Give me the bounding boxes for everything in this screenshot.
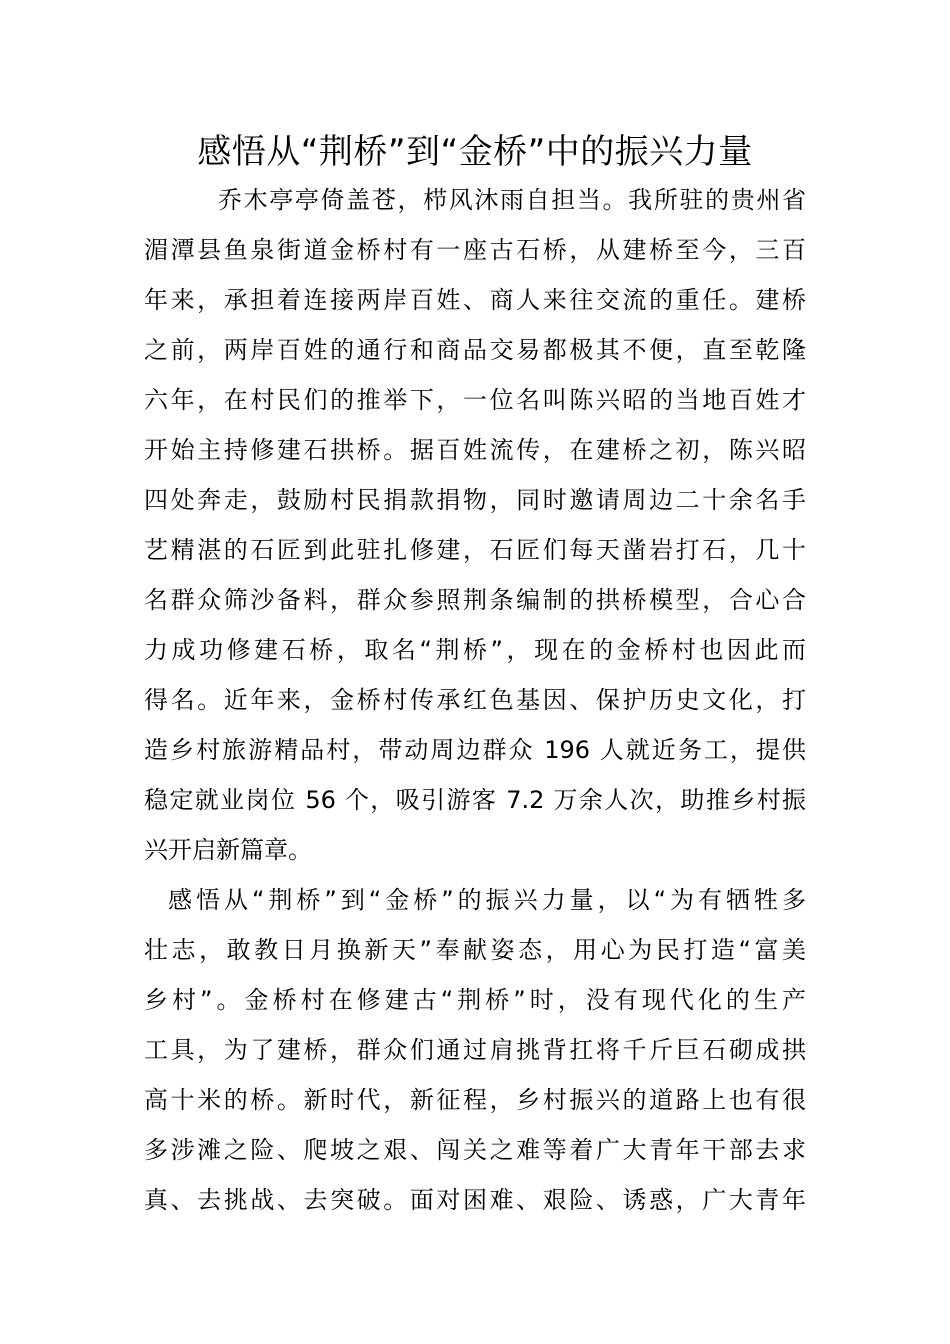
paragraph-2-line: 多涉滩之险、爬坡之艰、闯关之难等着广大青年干部去求 — [144, 1136, 806, 1164]
paragraph-1-line: 得名。近年来，金桥村传承红色基因、保护历史文化，打 — [144, 686, 806, 714]
paragraph-2-line: 高十米的桥。新时代，新征程，乡村振兴的道路上也有很 — [144, 1086, 806, 1114]
paragraph-2-line: 真、去挑战、去突破。面对困难、艰险、诱惑，广大青年 — [144, 1186, 806, 1214]
paragraph-1-line: 湄潭县鱼泉街道金桥村有一座古石桥，从建桥至今，三百 — [144, 236, 806, 264]
document-title: 感悟从“荆桥”到“金桥”中的振兴力量 — [197, 132, 753, 172]
paragraph-2-line: 乡村”。金桥村在修建古“荆桥”时，没有现代化的生产 — [144, 986, 806, 1014]
paragraph-2-line: 工具，为了建桥，群众们通过肩挑背扛将千斤巨石砌成拱 — [144, 1036, 806, 1064]
paragraph-1-line: 六年，在村民们的推举下，一位名叫陈兴昭的当地百姓才 — [144, 386, 806, 414]
paragraph-2-line: 感悟从“荆桥”到“金桥”的振兴力量，以“为有牺牲多 — [168, 886, 806, 914]
paragraph-1-line: 力成功修建石桥，取名“荆桥”，现在的金桥村也因此而 — [144, 636, 806, 664]
paragraph-1-line: 兴开启新篇章。 — [144, 836, 312, 864]
paragraph-1-line: 四处奔走，鼓励村民捐款捐物，同时邀请周边二十余名手 — [144, 486, 806, 514]
paragraph-1-line: 艺精湛的石匠到此驻扎修建，石匠们每天凿岩打石，几十 — [144, 536, 806, 564]
paragraph-1-line: 造乡村旅游精品村，带动周边群众 196 人就近务工，提供 — [144, 736, 806, 764]
paragraph-1-line: 之前，两岸百姓的通行和商品交易都极其不便，直至乾隆 — [144, 336, 806, 364]
paragraph-1-line: 名群众筛沙备料，群众参照荆条编制的拱桥模型，合心合 — [144, 586, 806, 614]
paragraph-1-line: 乔木亭亭倚盖苍，栉风沐雨自担当。我所驻的贵州省 — [218, 186, 806, 214]
paragraph-1-line: 稳定就业岗位 56 个，吸引游客 7.2 万余人次，助推乡村振 — [144, 786, 806, 814]
paragraph-1-line: 年来，承担着连接两岸百姓、商人来往交流的重任。建桥 — [144, 286, 806, 314]
paragraph-2-line: 壮志，敢教日月换新天”奉献姿态，用心为民打造“富美 — [144, 936, 806, 964]
paragraph-1-line: 开始主持修建石拱桥。据百姓流传，在建桥之初，陈兴昭 — [144, 436, 806, 464]
